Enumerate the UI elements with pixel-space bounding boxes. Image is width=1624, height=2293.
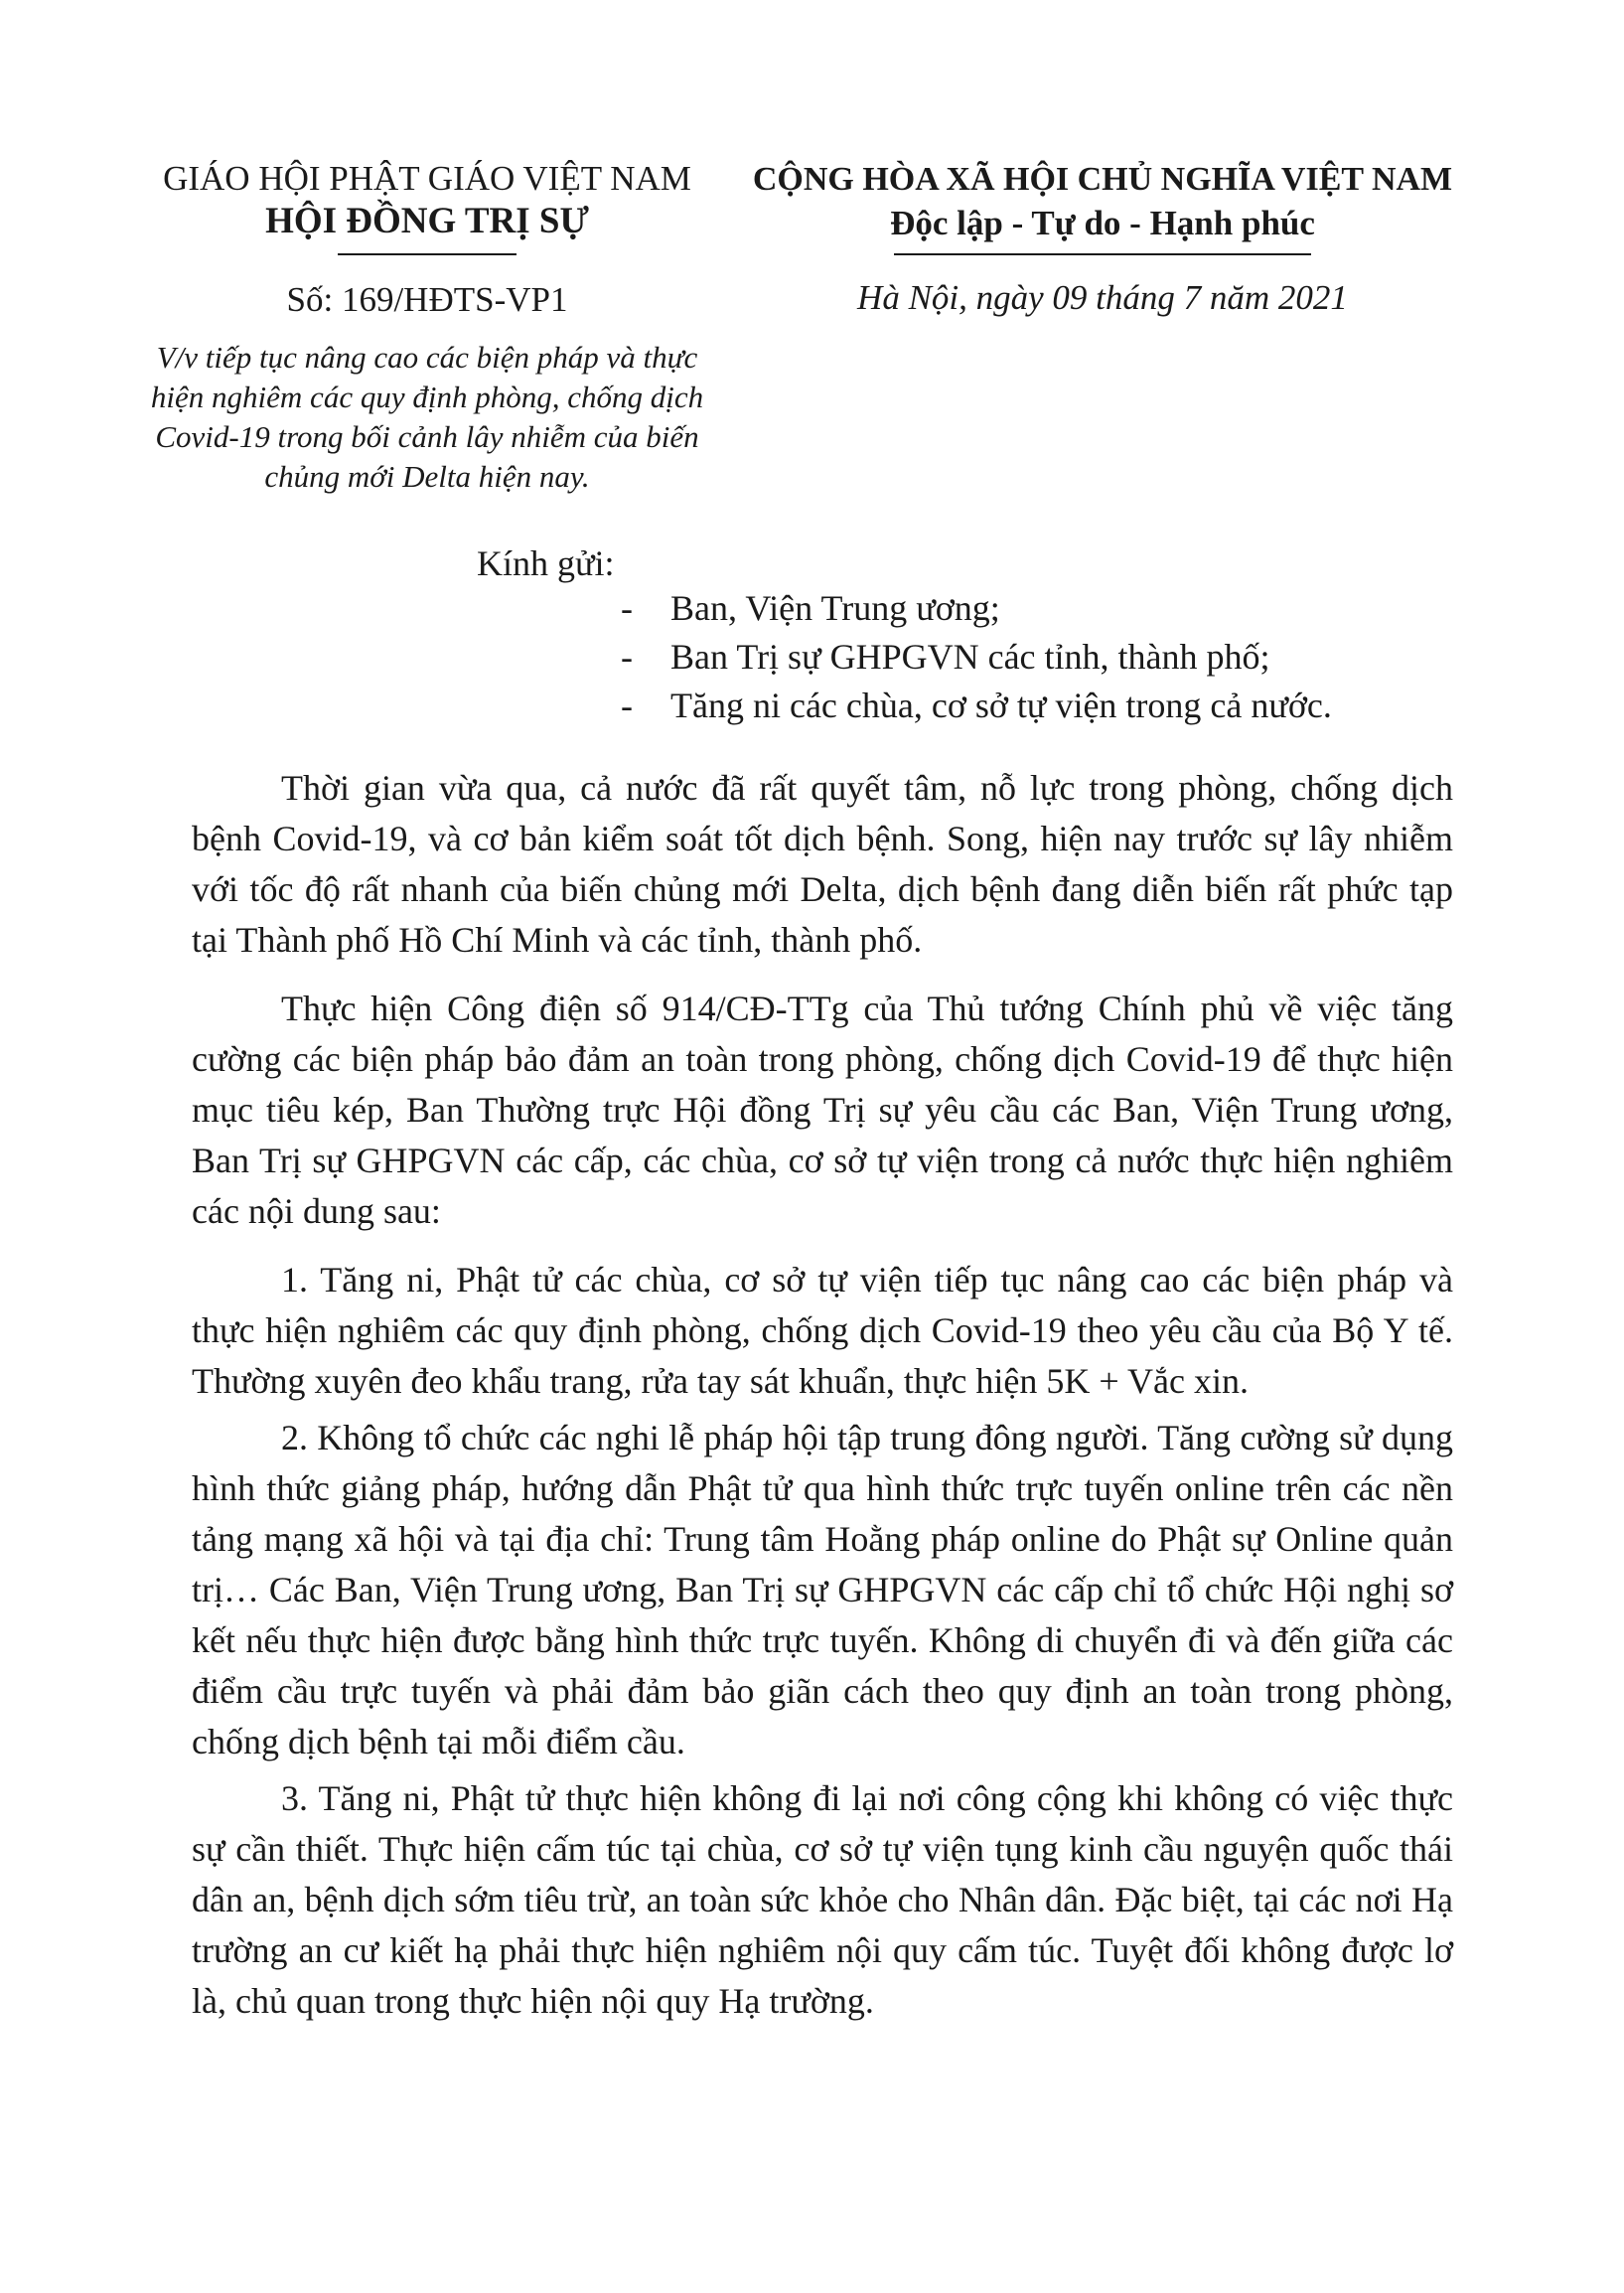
document-body [192, 763, 1453, 2027]
organization-underline [338, 253, 517, 255]
recipient-item [621, 682, 1515, 730]
document-number: Số: 169/HĐTS-VP1 [286, 280, 568, 319]
recipient-text: Ban Trị sự GHPGVN các tỉnh, thành phố; [670, 637, 1270, 677]
bullet-dash: - [621, 686, 633, 725]
bullet-dash: - [621, 588, 633, 628]
issuing-organization: HỘI ĐỒNG TRỊ SỰ [265, 201, 589, 241]
document-subject: V/v tiếp tục nâng cao các biện pháp và thực hiện nghiêm các quy định phòng, chống dịch Covid-19 trong bối cảnh lây nhiễm của biến chủng mới Delta hiện nay. [150, 340, 704, 494]
body-paragraph: Thực hiện Công điện số 914/CĐ-TTg của Thủ tướng Chính phủ về việc tăng cường các biện pháp bảo đảm an toàn trong phòng, chống dịch Covid-19 để thực hiện mục tiêu kép, Ban Thường trực Hội đồng Trị sự yêu cầu các Ban, Viện Trung ương, Ban Trị sự GHPGVN các cấp, các chùa, cơ sở tự viện trong cả nước thực hiện nghiêm các nội dung sau: [192, 989, 1453, 1231]
national-title: CỘNG HÒA XÃ HỘI CHỦ NGHĨA VIỆT NAM [752, 161, 1453, 198]
body-paragraph: Thời gian vừa qua, cả nước đã rất quyết tâm, nỗ lực trong phòng, chống dịch bệnh Covid-19, và cơ bản kiểm soát tốt dịch bệnh. Song, hiện nay trước sự lây nhiễm với tốc độ rất nhanh của biến chủng mới Delta, dịch bệnh đang diễn biến rất phức tạp tại Thành phố Hồ Chí Minh và các tỉnh, thành phố. [192, 768, 1453, 960]
recipient-item [621, 584, 1515, 633]
body-paragraph: 2. Không tổ chức các nghi lễ pháp hội tập trung đông người. Tăng cường sử dụng hình thức giảng pháp, hướng dẫn Phật tử qua hình thức trực tuyến online trên các nền tảng mạng xã hội và tại địa chỉ: Trung tâm Hoằng pháp online do Phật sự Online quản trị… Các Ban, Viện Trung ương, Ban Trị sự GHPGVN các cấp chỉ tổ chức Hội nghị sơ kết nếu thực hiện được bằng hình thức trực tuyến. Không di chuyển đi và đến giữa các điểm cầu trực tuyến và phải đảm bảo giãn cách theo quy định an toàn trong phòng, chống dịch bệnh tại mỗi điểm cầu. [192, 1418, 1453, 1761]
place-and-date: Hà Nội, ngày 09 tháng 7 năm 2021 [857, 278, 1348, 317]
body-paragraph: 1. Tăng ni, Phật tử các chùa, cơ sở tự viện tiếp tục nâng cao các biện pháp và thực hiện nghiêm các quy định phòng, chống dịch Covid-19 theo yêu cầu của Bộ Y tế. Thường xuyên đeo khẩu trang, rửa tay sát khuẩn, thực hiện 5K + Vắc xin. [192, 1260, 1453, 1401]
recipient-item [621, 633, 1515, 682]
parent-organization: GIÁO HỘI PHẬT GIÁO VIỆT NAM [163, 159, 691, 198]
recipients-list [621, 584, 1515, 730]
recipient-text: Ban, Viện Trung ương; [670, 588, 1000, 628]
body-paragraph: 3. Tăng ni, Phật tử thực hiện không đi lại nơi công cộng khi không có việc thực sự cần thiết. Thực hiện cấm túc tại chùa, cơ sở tự viện tụng kinh cầu nguyện quốc thái dân an, bệnh dịch sớm tiêu trừ, an toàn sức khỏe cho Nhân dân. Đặc biệt, tại các nơi Hạ trường an cư kiết hạ phải thực hiện nghiêm nội quy cấm túc. Tuyệt đối không được lơ là, chủ quan trong thực hiện nội quy Hạ trường. [192, 1778, 1453, 2021]
motto-underline [894, 253, 1311, 255]
recipients-greeting: Kính gửi: [477, 543, 615, 583]
national-motto: Độc lập - Tự do - Hạnh phúc [890, 204, 1315, 242]
bullet-dash: - [621, 637, 633, 677]
recipient-text: Tăng ni các chùa, cơ sở tự viện trong cả nước. [670, 686, 1332, 725]
